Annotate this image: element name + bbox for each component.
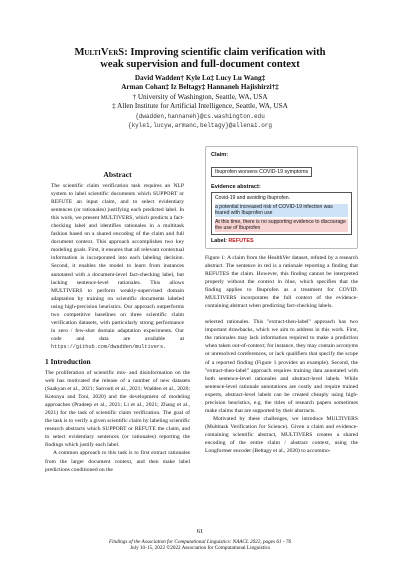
figure-caption: Figure 1: A claim from the HealthVer dataset, refuted by a research abstract. The sentence in red is a rationale reporting a finding that REFUTES the claim. However, this finding cannot be interpreted properly without the context in blue, which specifies that the finding applies to Ibuprofen as a treatment for COVID. MULTIVERS incorporates the full context of the evidence-containing abstract when predicting fact-checking labels.	[205, 254, 358, 310]
intro-paragraph-1: The proliferation of scientific mis- and disinformation on the web has motivated the release of a number of new datasets (Saakyan et al., 2021; Sarrouti et al., 2021; Wadden et al., 2020; Kotonya and Toni, 2020) and the development of modeling approaches (Pradeep et al., 2021; Li et al., 2021; Zhang et al., 2021) for the task of scientific claim verification. The goal of the task is to verify a given scientific claim by labeling scientific research abstracts which SUPPORT or REFUTE the claim, and to select evidentiary sentences (or rationales) reporting the findings which justify each label.	[45, 369, 190, 449]
footer-date: July 10-15, 2022 ©2022 Association for Computational Linguistics	[130, 545, 270, 551]
claim-text-box: Ibuprofen worsens COVID-19 symptoms	[211, 167, 312, 177]
page-footer	[0, 529, 400, 552]
label-value-refutes: REFUTES	[228, 237, 254, 244]
affiliation-2: ‡ Allen Institute for Artificial Intelligence, Seattle, WA, USA	[112, 102, 288, 111]
abstract-heading: Abstract	[103, 170, 132, 179]
title-line1-rest: : Improving scientific claim verification with	[124, 47, 326, 58]
footer-venue: Findings of the Association for Computational Linguistics: NAACL 2022, pages 61 - 76	[108, 538, 292, 545]
abstract-body: The scientific claim verification task requires an NLP system to label scientific documents which SUPPORT or REFUTE an input claim, and to select evidentiary sentences (or rationales) justifying each predicted label. In this work, we present MULTIVERS, which predicts a fact-checking label and identifies rationales in a multitask fashion based on a shared encoding of the claim and full document context. This approach accomplishes two key modeling goals. First, it ensures that all relevant contextual information is incorporated into each labeling decision. Second, it enables the model to learn from instances annotated with a document-level fact-checking label, but lacking sentence-level rationales. This allows MULTIVERS to perform weakly-supervised domain adaptation by training on scientific documents labeled using high-precision heuristics. Our approach outperforms two competitive baselines on three scientific claim verification datasets, with particularly strong performance in zero / few-shot domain adaptation experiments. Our code and data are available at	[51, 183, 184, 342]
figure-1	[205, 146, 358, 249]
right-paragraph-1: selected rationales. This "extract-then-label" approach has two important drawbacks, which we aim to address in this work. First, the rationales may lack information required to make a prediction when taken out-of-context; for instance, they may contain acronyms or unresolved coreferences, or lack qualifiers that specify the scope of a reported finding (Figure 1 provides an example). Second, the "extract-then-label" approach requires training data annotated with both sentence-level rationales and abstract-level labels. While sentence-level rationale annotations are costly and require trained experts, abstract-level labels can be created cheaply using high-precision heuristics, e.g. the titles of research papers sometimes make claims that are supported by their abstracts.	[205, 319, 358, 414]
claim-label: Claim:	[211, 152, 229, 158]
right-paragraph-2: Motivated by these challenges, we introduce MULTIVERS (Multitask Verification for Science). Given a claim and evidence-containing scientific abstract, MULTIVERS creates a shared encoding of the entire claim / abstract context, using the Longformer encoder (Beltagy et al., 2020) to accommo-	[205, 415, 358, 455]
paper-title	[0, 47, 400, 71]
evidence-line-red-rationale: At this time, there is no supporting evidence to discourage the use of Ibuprofen	[215, 219, 348, 232]
abstract-text	[45, 182, 190, 351]
intro-paragraph-2: A common approach to this task is to first extract rationales from the larger document context, and then make label predictions conditioned on the	[45, 450, 190, 473]
evidence-label: Evidence abstract:	[211, 184, 261, 190]
evidence-line-context: Covid-19 and avoiding Ibuprofen.	[215, 195, 291, 201]
author-line-2: Arman Cohan‡ Iz Beltagy‡ Hannaneh Hajishirzi†‡	[121, 83, 279, 92]
email-line-1: {dwadden,hannaneh}@cs.washington.edu	[135, 112, 265, 120]
right-column	[205, 146, 358, 455]
fact-check-label	[211, 238, 352, 244]
email-line-2: {kyle1,lucyw,armanc,beltagy}@allenai.org	[127, 122, 273, 130]
label-prefix: Label:	[211, 237, 229, 244]
evidence-line-blue-context: a potential increased risk of COVID-19 infection was feared with Ibuprofen use	[215, 204, 348, 217]
section-heading-introduction: 1 Introduction	[45, 356, 91, 366]
page-number: 61	[196, 528, 204, 535]
author-block	[0, 74, 400, 130]
affiliation-1: † University of Washington, Seattle, WA, USA	[132, 92, 268, 101]
left-column	[45, 170, 190, 474]
author-line-1: David Wadden† Kyle Lo‡ Lucy Lu Wang‡	[134, 74, 266, 82]
evidence-abstract-box	[211, 192, 352, 235]
title-line2: weak supervision and full-document context	[100, 59, 300, 70]
code-url-link[interactable]: https://github.com/dwadden/multivers.	[51, 343, 167, 350]
title-system-name: MultiVerS	[74, 47, 125, 58]
